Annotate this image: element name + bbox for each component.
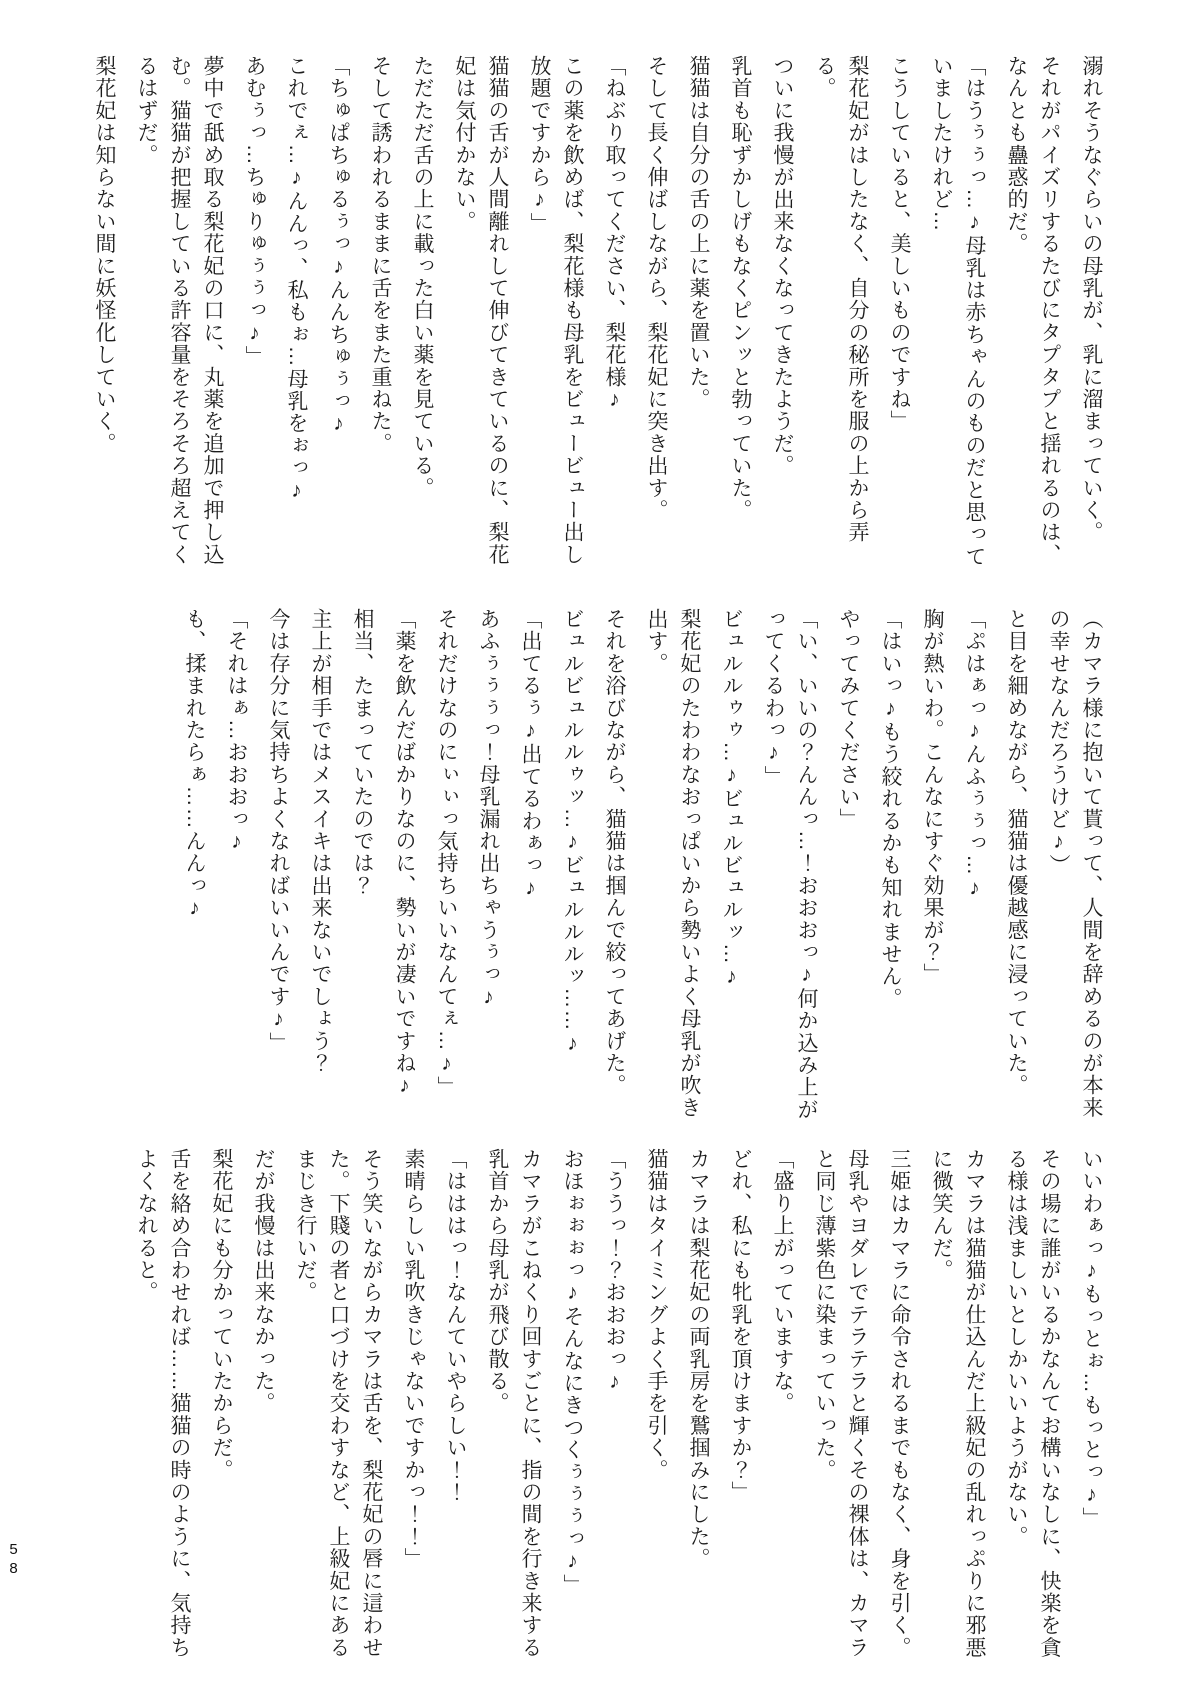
text-line: 梨花妃にも分かっていたからだ。: [210, 1148, 233, 1481]
text-line: 「ちゅぱちゅるぅっ♪んんちゅぅっ♪: [327, 55, 350, 437]
text-line: 梨花妃がはしたなく、自分の秘所を服の上から弄る。: [813, 55, 869, 544]
text-line: 三姫はカマラに命令されるまでもなく、身を引く。: [888, 1148, 911, 1659]
text-line: 胸が熱いわ。こんなにすぐ効果が？」: [921, 608, 944, 986]
text-line: 猫猫の舌が人間離れして伸びてきているのに、梨花妃は気付かない。: [453, 55, 509, 566]
text-line: 「ねぶり取ってください、梨花様♪: [603, 55, 626, 413]
text-line: も、揉まれたらぁ……んんっ♪: [183, 608, 206, 921]
text-line: いいわぁっ♪もっとぉ…もっとっ♪」: [1080, 1148, 1103, 1530]
text-line: 今は存分に気持ちよくなればいいんです♪」: [267, 608, 290, 1054]
text-line: 素晴らしい乳吹きじゃないですかっ！！」: [402, 1148, 425, 1570]
text-line: カマラは梨花妃の両乳房を鷲掴みにした。: [687, 1148, 710, 1570]
text-line: 「それはぁ…おおおっ♪: [225, 608, 248, 855]
text-line: 「はうぅぅっ…♪母乳は赤ちゃんのものだと思っていましたけれど…: [930, 55, 986, 568]
text-line: そう笑いながらカマラは舌を、梨花妃の唇に這わせた。下賤の者と口づけを交わすなど、上級妃にあるまじき行いだ。: [294, 1148, 383, 1659]
text-line: ただただ舌の上に載った白い薬を見ている。: [411, 55, 434, 499]
text-line: あむぅっ…ちゅりゅぅぅっ♪」: [243, 55, 266, 368]
text-line: カマラがこねくり回すごとに、指の間を行き来する乳首から母乳が飛び散る。: [486, 1148, 542, 1659]
text-line: それだけなのにぃぃっ気持ちいいなんてぇ…♪」: [435, 608, 458, 1099]
text-block-bottom: [121, 1148, 1108, 1666]
text-line: 乳首も恥ずかしげもなくピンッと勃っていた。: [729, 55, 752, 522]
text-line: 「薬を飲んだばかりなのに、勢いが凄いですね♪: [393, 608, 416, 1099]
text-line: 母乳やヨダレでテラテラと輝くその裸体は、カマラと同じ薄紫色に染まっていった。: [813, 1148, 869, 1659]
text-line: 「はいっ♪もう絞れるかも知れません。: [879, 608, 902, 1010]
text-line: おほぉぉぉっ♪そんなにきつくぅぅぅっ♪」: [561, 1148, 584, 1596]
text-line: だが我慢は出来なかった。: [252, 1148, 275, 1415]
text-line: と目を細めながら、猫猫は優越感に浸っていた。: [1005, 608, 1028, 1097]
text-line: それを浴びながら、猫猫は掴んで絞ってあげた。: [603, 608, 626, 1097]
text-line: 相当、たまっていたのでは？: [351, 608, 374, 897]
text-line: 溺れそうなぐらいの母乳が、乳に溜まっていく。: [1080, 55, 1103, 544]
text-line: 「ぷはぁっ♪んふぅぅっ…♪: [963, 608, 986, 901]
text-line: この薬を飲めば、梨花様も母乳をビュービュー出し放題ですから♪」: [528, 55, 584, 566]
text-line: あふぅぅぅっ！母乳漏れ出ちゃうぅっ♪: [477, 608, 500, 1010]
text-line: 「盛り上がっていますな。: [771, 1148, 794, 1415]
text-line: ついに我慢が出来なくなってきたようだ。: [771, 55, 794, 477]
text-line: 夢中で舐め取る梨花妃の口に、丸薬を追加で押し込む。猫猫が把握している許容量をそろそろ超えてくるはずだ。: [135, 55, 224, 566]
text-line: これでぇ…♪んんっ、私もぉ…母乳をぉっ♪: [285, 55, 308, 503]
text-line: 主上が相手ではメスイキは出来ないでしょう？: [309, 608, 332, 1075]
text-line: ビュルルゥゥ…♪ビュルビュルッ…♪: [720, 608, 743, 990]
text-block-middle: [169, 608, 1108, 1126]
text-line: こうしていると、美しいものですね」: [888, 55, 911, 433]
text-line: 「ううっ！？おおおっ♪: [603, 1148, 626, 1395]
page-number: 58: [5, 1541, 22, 1579]
text-line: その場に誰がいるかなんてお構いなしに、快楽を貪る様は浅ましいとしかいいようがない。: [1005, 1148, 1061, 1659]
text-line: 「出てるぅ♪出てるわぁっ♪: [519, 608, 542, 901]
text-line: 猫猫はタイミングよく手を引く。: [645, 1148, 668, 1481]
text-line: （カマラ様に抱いて貰って、人間を辞めるのが本来の幸せなんだろうけど♪）: [1047, 608, 1103, 1119]
text-line: 梨花妃は知らない間に妖怪化していく。: [93, 55, 116, 455]
text-line: ビュルビュルルゥッ…♪ビュルルルッ……♪: [561, 608, 584, 1056]
text-line: カマラは猫猫が仕込んだ上級妃の乱れっぷりに邪悪に微笑んだ。: [930, 1148, 986, 1659]
text-block-top: [79, 55, 1108, 573]
text-line: 「はははっ！なんていやらしい！！: [444, 1148, 467, 1504]
text-line: 梨花妃のたわわなおっぱいから勢いよく母乳が吹き出す。: [645, 608, 701, 1119]
text-line: 猫猫は自分の舌の上に薬を置いた。: [687, 55, 710, 411]
text-line: 「い、いいの？んんっ…！おおおっ♪何か込み上がってくるわっ♪」: [762, 608, 818, 1121]
text-line: そして誘われるままに舌をまた重ねた。: [369, 55, 392, 455]
text-line: それがパイズリするたびにタプタプと揺れるのは、なんとも蠱惑的だ。: [1005, 55, 1061, 566]
text-line: そして長く伸ばしながら、梨花妃に突き出す。: [645, 55, 668, 522]
text-line: どれ、私にも牝乳を頂けますか？」: [729, 1148, 752, 1504]
text-line: 舌を絡め合わせれば……猫猫の時のように、気持ちよくなれると。: [135, 1148, 191, 1659]
text-line: やってみてください」: [837, 608, 860, 830]
